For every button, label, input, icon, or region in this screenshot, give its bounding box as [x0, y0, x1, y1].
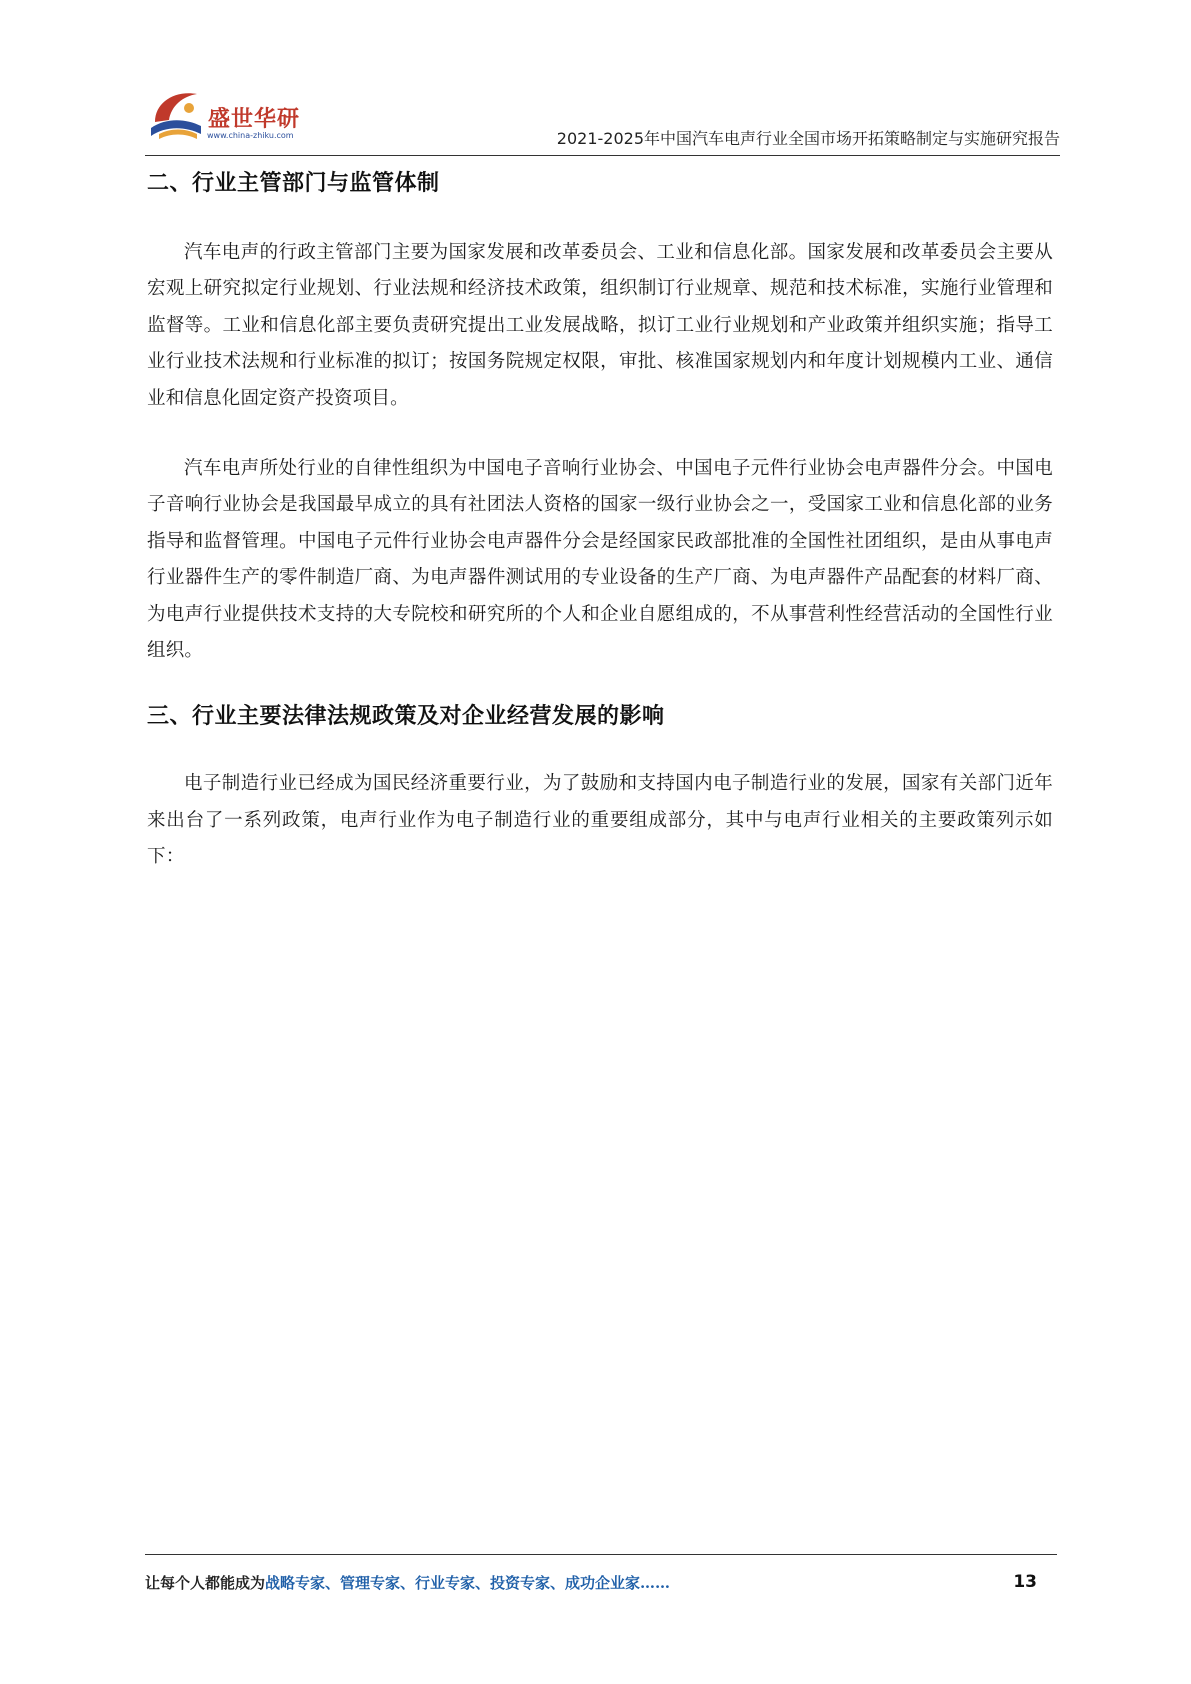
paragraph-associations: 汽车电声所处行业的自律性组织为中国电子音响行业协会、中国电子元件行业协会电声器件分会。中国电子音响行业协会是我国最早成立的具有社团法人资格的国家一级行业协会之一，受国家工业和信息化部的业务指导和监督管理。中国电子元件行业协会电声器件分会是经国家民政部批准的全国性社团组织，是由从事电声行业器件生产的零件制造厂商、为电声器件测试用的专业设备的生产厂商、为电声器件产品配套的材料厂商、为电声行业提供技术支持的大专院校和研究所的个人和企业自愿组成的，不从事营利性经营活动的全国性行业组织。: [147, 458, 1053, 662]
company-logo: [145, 80, 315, 150]
footer-slogan: [145, 1572, 670, 1593]
logo-url: www.china-zhiku.com: [207, 131, 294, 140]
report-title: 2021-2025年中国汽车电声行业全国市场开拓策略制定与实施研究报告: [556, 129, 1060, 148]
section-heading-policies: 三、行业主要法律法规政策及对企业经营发展的影响: [147, 704, 665, 730]
footer-divider: [145, 1554, 1057, 1555]
page-number: 13: [1013, 1572, 1037, 1592]
page-content: [147, 162, 1053, 876]
paragraph-regulators: 汽车电声的行政主管部门主要为国家发展和改革委员会、工业和信息化部。国家发展和改革委员会主要从宏观上研究拟定行业规划、行业法规和经济技术政策，组织制订行业规章、规范和技术标准，实施行业管理和监督等。工业和信息化部主要负责研究提出工业发展战略，拟订工业行业规划和产业政策并组织实施；指导工业行业技术法规和行业标准的拟订；按国务院规定权限，审批、核准国家规划内和年度计划规模内工业、通信业和信息化固定资产投资项目。: [147, 242, 1053, 409]
paragraph-policies: 电子制造行业已经成为国民经济重要行业，为了鼓励和支持国内电子制造行业的发展，国家有关部门近年来出台了一系列政策，电声行业作为电子制造行业的重要组成部分，其中与电声行业相关的主要政策列示如下：: [147, 773, 1053, 868]
logo-name: 盛世华研: [208, 107, 301, 132]
page-footer: [145, 1572, 1057, 1602]
section-heading-regulators: 二、行业主管部门与监管体制: [147, 171, 440, 196]
slogan-highlight: 战略专家、管理专家、行业专家、投资专家、成功企业家……: [265, 1574, 671, 1592]
header-divider: [145, 155, 1060, 156]
page-header: [145, 80, 1060, 160]
logo-emblem-icon: [145, 84, 207, 146]
slogan-prefix: 让每个人都能成为: [145, 1574, 266, 1592]
